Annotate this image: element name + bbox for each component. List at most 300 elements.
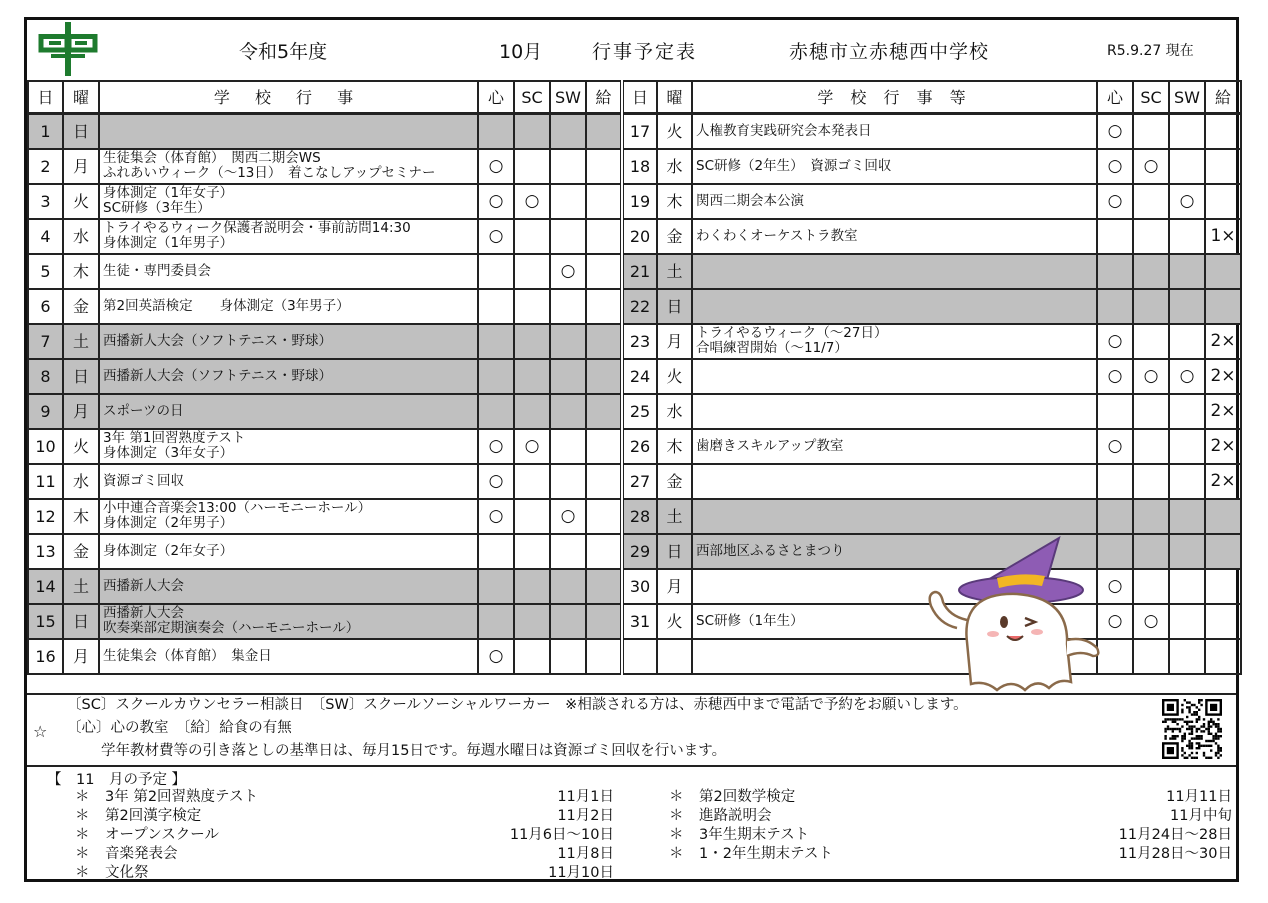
weekday-cell: 日 bbox=[657, 534, 692, 569]
event-text: 身体測定（2年男子） bbox=[103, 515, 234, 531]
kokoro-mark bbox=[478, 289, 514, 324]
november-event-date: 11月10日 bbox=[548, 865, 614, 881]
lunch-mark: 2× bbox=[1205, 359, 1241, 394]
table-row bbox=[28, 499, 1241, 534]
sw-mark bbox=[550, 114, 586, 149]
event-cell bbox=[99, 394, 478, 429]
sc-mark bbox=[514, 359, 550, 394]
event-cell bbox=[692, 149, 1097, 184]
weekday-cell: 金 bbox=[63, 534, 99, 569]
event-cell bbox=[99, 639, 478, 674]
sw-mark bbox=[1169, 149, 1205, 184]
sw-mark: ○ bbox=[550, 499, 586, 534]
sw-mark bbox=[1169, 219, 1205, 254]
lunch-mark bbox=[586, 184, 622, 219]
weekday-cell: 日 bbox=[63, 604, 99, 639]
event-text: ふれあいウィーク（～13日） 着こなしアップセミナー bbox=[103, 165, 436, 181]
event-text: わくわくオーケストラ教室 bbox=[696, 227, 858, 244]
event-text: 合唱練習開始（～11/7） bbox=[696, 340, 848, 356]
event-cell bbox=[692, 394, 1097, 429]
col-day: 日 bbox=[28, 81, 63, 114]
table-row bbox=[28, 219, 1241, 254]
november-event-date: 11月11日 bbox=[1166, 789, 1232, 805]
event-text: 西部地区ふるさとまつり bbox=[696, 542, 845, 559]
event-text: 西播新人大会 bbox=[103, 577, 184, 594]
table-row bbox=[28, 324, 1241, 359]
ghost-witch-hat-icon bbox=[909, 532, 1104, 702]
kokoro-mark: ○ bbox=[478, 184, 514, 219]
day-number: 7 bbox=[28, 324, 63, 359]
event-text: SC研修（2年生） 資源ゴミ回収 bbox=[696, 157, 892, 174]
weekday-cell: 月 bbox=[657, 324, 692, 359]
lunch-mark bbox=[586, 324, 622, 359]
table-row bbox=[28, 254, 1241, 289]
col-kokoro: 心 bbox=[478, 81, 514, 114]
weekday-cell: 水 bbox=[63, 464, 99, 499]
weekday-cell: 火 bbox=[63, 184, 99, 219]
sc-mark bbox=[1133, 464, 1169, 499]
event-cell bbox=[99, 464, 478, 499]
november-event-date: 11月28日～30日 bbox=[1118, 846, 1232, 862]
event-text: 生徒集会（体育館） 関西二期会WS bbox=[103, 150, 321, 166]
sc-mark bbox=[1133, 219, 1169, 254]
day-number: 24 bbox=[622, 359, 657, 394]
november-event bbox=[75, 826, 219, 845]
event-cell bbox=[692, 464, 1097, 499]
lunch-mark bbox=[586, 639, 622, 674]
weekday-cell: 金 bbox=[63, 289, 99, 324]
calendar-sheet bbox=[24, 17, 1239, 882]
event-cell bbox=[99, 254, 478, 289]
lunch-mark bbox=[586, 394, 622, 429]
kokoro-mark bbox=[1097, 464, 1133, 499]
col-weekday: 曜 bbox=[63, 81, 99, 114]
lunch-mark bbox=[586, 359, 622, 394]
notes-section bbox=[27, 693, 1236, 767]
lunch-mark bbox=[1205, 534, 1241, 569]
lunch-mark bbox=[586, 604, 622, 639]
sw-mark bbox=[1169, 394, 1205, 429]
table-row bbox=[28, 464, 1241, 499]
day-number: 6 bbox=[28, 289, 63, 324]
sc-mark: ○ bbox=[514, 429, 550, 464]
event-text: 身体測定（1年男子） bbox=[103, 235, 234, 251]
sw-mark bbox=[1169, 604, 1205, 639]
november-event-name: 文化祭 bbox=[105, 865, 149, 881]
lunch-mark bbox=[586, 289, 622, 324]
event-text: 西播新人大会（ソフトテニス・野球） bbox=[103, 367, 332, 384]
kokoro-mark: ○ bbox=[478, 499, 514, 534]
november-event-name: オープンスクール bbox=[105, 827, 219, 843]
sw-mark bbox=[1169, 534, 1205, 569]
sw-mark: ○ bbox=[1169, 359, 1205, 394]
sc-mark: ○ bbox=[1133, 604, 1169, 639]
november-event bbox=[669, 826, 809, 845]
day-number: 9 bbox=[28, 394, 63, 429]
as-of-date: R5.9.27 現在 bbox=[1107, 43, 1194, 59]
event-text: 第2回英語検定 身体測定（3年男子） bbox=[103, 297, 350, 314]
lunch-mark bbox=[1205, 184, 1241, 219]
lunch-mark bbox=[586, 254, 622, 289]
event-text: 3年 第1回習熟度テスト bbox=[103, 430, 246, 446]
sw-mark bbox=[1169, 254, 1205, 289]
sw-mark: ○ bbox=[550, 254, 586, 289]
november-event-date: 11月1日 bbox=[557, 789, 614, 805]
event-cell bbox=[99, 359, 478, 394]
day-number: 22 bbox=[622, 289, 657, 324]
day-number: 5 bbox=[28, 254, 63, 289]
kokoro-mark bbox=[1097, 289, 1133, 324]
sc-mark bbox=[514, 499, 550, 534]
kokoro-mark: ○ bbox=[478, 464, 514, 499]
kokoro-mark bbox=[478, 604, 514, 639]
sc-mark bbox=[514, 149, 550, 184]
col-lunch: 給 bbox=[586, 81, 622, 114]
lunch-mark bbox=[1205, 254, 1241, 289]
event-cell bbox=[692, 499, 1097, 534]
kokoro-mark: ○ bbox=[1097, 114, 1133, 149]
sw-mark: ○ bbox=[1169, 184, 1205, 219]
sw-mark bbox=[1169, 429, 1205, 464]
table-row bbox=[28, 359, 1241, 394]
weekday-cell: 木 bbox=[63, 499, 99, 534]
sc-mark: ○ bbox=[1133, 359, 1169, 394]
document-title: 行事予定表 bbox=[592, 40, 698, 63]
col-kokoro: 心 bbox=[1097, 81, 1133, 114]
lunch-mark: 2× bbox=[1205, 324, 1241, 359]
lunch-mark bbox=[1205, 604, 1241, 639]
sw-mark bbox=[1169, 464, 1205, 499]
bullet-icon: ＊ bbox=[669, 808, 684, 824]
event-text: SC研修（1年生） bbox=[696, 612, 804, 629]
kokoro-mark bbox=[478, 254, 514, 289]
weekday-cell: 土 bbox=[63, 569, 99, 604]
sc-mark bbox=[1133, 324, 1169, 359]
month-label: 10月 bbox=[499, 40, 543, 63]
sc-mark bbox=[514, 394, 550, 429]
day-number: 12 bbox=[28, 499, 63, 534]
lunch-mark: 2× bbox=[1205, 464, 1241, 499]
november-event bbox=[75, 807, 201, 826]
sw-mark bbox=[550, 464, 586, 499]
sc-mark bbox=[514, 569, 550, 604]
sw-mark bbox=[550, 429, 586, 464]
event-text: 生徒・専門委員会 bbox=[103, 262, 211, 279]
sw-mark bbox=[550, 324, 586, 359]
event-text: 歯磨きスキルアップ教室 bbox=[696, 437, 844, 454]
kokoro-mark bbox=[478, 359, 514, 394]
bullet-icon: ＊ bbox=[669, 789, 684, 805]
november-event bbox=[669, 788, 795, 807]
kokoro-mark: ○ bbox=[478, 219, 514, 254]
day-number: 25 bbox=[622, 394, 657, 429]
lunch-mark: 2× bbox=[1205, 394, 1241, 429]
november-title: 【 11 月の予定 】 bbox=[47, 772, 187, 788]
sw-mark bbox=[1169, 324, 1205, 359]
kokoro-mark: ○ bbox=[1097, 324, 1133, 359]
weekday-cell: 月 bbox=[63, 149, 99, 184]
day-number: 2 bbox=[28, 149, 63, 184]
weekday-cell bbox=[657, 639, 692, 674]
event-cell bbox=[99, 499, 478, 534]
sw-mark bbox=[550, 289, 586, 324]
event-text: 身体測定（3年女子） bbox=[103, 445, 234, 461]
event-text: 西播新人大会（ソフトテニス・野球） bbox=[103, 332, 332, 349]
weekday-cell: 日 bbox=[63, 359, 99, 394]
weekday-cell: 金 bbox=[657, 464, 692, 499]
weekday-cell: 土 bbox=[657, 254, 692, 289]
bullet-icon: ＊ bbox=[75, 846, 90, 862]
day-number: 30 bbox=[622, 569, 657, 604]
event-text: 生徒集会（体育館） 集金日 bbox=[103, 647, 272, 664]
november-event-name: 進路説明会 bbox=[699, 808, 772, 824]
weekday-cell: 水 bbox=[657, 394, 692, 429]
sc-mark bbox=[1133, 639, 1169, 674]
sc-mark bbox=[514, 114, 550, 149]
day-number: 17 bbox=[622, 114, 657, 149]
sw-mark bbox=[550, 184, 586, 219]
kokoro-mark bbox=[478, 324, 514, 359]
sw-mark bbox=[550, 394, 586, 429]
lunch-mark bbox=[586, 569, 622, 604]
kokoro-mark bbox=[478, 534, 514, 569]
november-event-date: 11月中旬 bbox=[1170, 808, 1232, 824]
event-text: スポーツの日 bbox=[103, 402, 184, 419]
november-event-name: 3年生期末テスト bbox=[699, 827, 810, 843]
sw-mark bbox=[1169, 289, 1205, 324]
event-text: 身体測定（1年女子） bbox=[103, 185, 234, 201]
weekday-cell: 火 bbox=[657, 604, 692, 639]
weekday-cell: 木 bbox=[657, 184, 692, 219]
day-number: 1 bbox=[28, 114, 63, 149]
event-text: 関西二期会本公演 bbox=[696, 192, 804, 209]
weekday-cell: 月 bbox=[657, 569, 692, 604]
col-sw: SW bbox=[1169, 81, 1205, 114]
weekday-cell: 土 bbox=[657, 499, 692, 534]
sw-mark bbox=[1169, 114, 1205, 149]
weekday-cell: 日 bbox=[63, 114, 99, 149]
event-cell bbox=[692, 429, 1097, 464]
lunch-mark bbox=[1205, 114, 1241, 149]
weekday-cell: 土 bbox=[63, 324, 99, 359]
col-day: 日 bbox=[622, 81, 657, 114]
kokoro-mark: ○ bbox=[478, 639, 514, 674]
lunch-mark bbox=[586, 149, 622, 184]
sc-mark bbox=[514, 639, 550, 674]
star-icon: ☆ bbox=[33, 722, 48, 741]
november-event-name: 音楽発表会 bbox=[105, 846, 178, 862]
bullet-icon: ＊ bbox=[75, 789, 90, 805]
sw-mark bbox=[550, 534, 586, 569]
november-event-date: 11月2日 bbox=[557, 808, 614, 824]
table-row bbox=[28, 289, 1241, 324]
event-cell bbox=[692, 359, 1097, 394]
event-text: トライやるウィーク保護者説明会・事前訪問14:30 bbox=[103, 220, 411, 236]
day-number: 15 bbox=[28, 604, 63, 639]
kokoro-mark: ○ bbox=[478, 149, 514, 184]
weekday-cell: 火 bbox=[63, 429, 99, 464]
day-number: 23 bbox=[622, 324, 657, 359]
event-cell bbox=[99, 604, 478, 639]
lunch-mark bbox=[1205, 569, 1241, 604]
lunch-mark bbox=[586, 464, 622, 499]
col-events: 学 校 行 事 bbox=[99, 81, 478, 114]
weekday-cell: 火 bbox=[657, 359, 692, 394]
event-text: 身体測定（2年女子） bbox=[103, 542, 234, 559]
kokoro-mark bbox=[478, 569, 514, 604]
event-cell bbox=[692, 254, 1097, 289]
bullet-icon: ＊ bbox=[75, 865, 90, 881]
day-number: 13 bbox=[28, 534, 63, 569]
sc-mark bbox=[1133, 289, 1169, 324]
bullet-icon: ＊ bbox=[669, 846, 684, 862]
event-cell bbox=[99, 534, 478, 569]
day-number: 10 bbox=[28, 429, 63, 464]
november-event-date: 11月8日 bbox=[557, 846, 614, 862]
kokoro-mark: ○ bbox=[1097, 184, 1133, 219]
sw-mark bbox=[1169, 639, 1205, 674]
weekday-cell: 水 bbox=[63, 219, 99, 254]
lunch-mark bbox=[586, 219, 622, 254]
november-event-name: 1・2年生期末テスト bbox=[699, 846, 833, 862]
day-number: 4 bbox=[28, 219, 63, 254]
col-sc: SC bbox=[514, 81, 550, 114]
lunch-mark bbox=[1205, 639, 1241, 674]
sw-mark bbox=[550, 359, 586, 394]
col-sc: SC bbox=[1133, 81, 1169, 114]
kokoro-mark: ○ bbox=[1097, 429, 1133, 464]
col-weekday: 曜 bbox=[657, 81, 692, 114]
event-text: 吹奏楽部定期演奏会（ハーモニーホール） bbox=[103, 620, 360, 636]
kokoro-mark bbox=[1097, 254, 1133, 289]
sc-mark bbox=[1133, 534, 1169, 569]
qr-code-icon bbox=[1162, 699, 1222, 759]
sc-mark bbox=[514, 464, 550, 499]
school-name: 赤穂市立赤穂西中学校 bbox=[789, 40, 990, 63]
day-number: 16 bbox=[28, 639, 63, 674]
november-event-name: 第2回数学検定 bbox=[699, 789, 796, 805]
sw-mark bbox=[550, 569, 586, 604]
event-text: トライやるウィーク（～27日） bbox=[696, 325, 888, 341]
weekday-cell: 月 bbox=[63, 394, 99, 429]
kokoro-mark bbox=[1097, 219, 1133, 254]
table-row bbox=[28, 149, 1241, 184]
bullet-icon: ＊ bbox=[75, 808, 90, 824]
event-text: 資源ゴミ回収 bbox=[103, 472, 184, 489]
sw-mark bbox=[1169, 569, 1205, 604]
sc-mark bbox=[514, 324, 550, 359]
day-number: 28 bbox=[622, 499, 657, 534]
kokoro-mark bbox=[1097, 394, 1133, 429]
sc-mark bbox=[514, 604, 550, 639]
sc-mark bbox=[1133, 114, 1169, 149]
notes-line-legend: 〔心〕心の教室 〔給〕給食の有無 bbox=[67, 720, 292, 736]
day-number: 26 bbox=[622, 429, 657, 464]
event-text: 人権教育実践研究会本発表日 bbox=[696, 122, 872, 139]
sc-mark bbox=[514, 254, 550, 289]
sw-mark bbox=[550, 149, 586, 184]
col-lunch: 給 bbox=[1205, 81, 1241, 114]
table-row bbox=[28, 429, 1241, 464]
event-cell bbox=[99, 569, 478, 604]
event-cell bbox=[99, 149, 478, 184]
lunch-mark bbox=[586, 534, 622, 569]
sc-mark bbox=[514, 289, 550, 324]
day-number: 11 bbox=[28, 464, 63, 499]
lunch-mark: 2× bbox=[1205, 429, 1241, 464]
event-cell bbox=[99, 114, 478, 149]
col-sw: SW bbox=[550, 81, 586, 114]
event-cell bbox=[692, 324, 1097, 359]
november-event-date: 11月6日～10日 bbox=[509, 827, 614, 843]
event-cell bbox=[692, 219, 1097, 254]
kokoro-mark bbox=[478, 394, 514, 429]
kokoro-mark: ○ bbox=[1097, 359, 1133, 394]
sc-mark: ○ bbox=[1133, 149, 1169, 184]
lunch-mark bbox=[586, 114, 622, 149]
col-events: 学 校 行 事 等 bbox=[692, 81, 1097, 114]
lunch-mark bbox=[1205, 499, 1241, 534]
kokoro-mark: ○ bbox=[1097, 604, 1133, 639]
november-event bbox=[75, 845, 178, 864]
kokoro-mark: ○ bbox=[1097, 149, 1133, 184]
event-text: 小中連合音楽会13:00（ハーモニーホール） bbox=[103, 500, 372, 516]
event-cell bbox=[99, 184, 478, 219]
fiscal-year: 令和5年度 bbox=[239, 40, 328, 63]
event-cell bbox=[692, 114, 1097, 149]
sc-mark bbox=[514, 219, 550, 254]
weekday-cell: 水 bbox=[657, 149, 692, 184]
lunch-mark bbox=[1205, 149, 1241, 184]
november-event bbox=[669, 807, 772, 826]
day-number: 3 bbox=[28, 184, 63, 219]
sc-mark bbox=[1133, 499, 1169, 534]
november-event bbox=[669, 845, 833, 864]
november-event-date: 11月24日～28日 bbox=[1118, 827, 1232, 843]
lunch-mark bbox=[1205, 289, 1241, 324]
november-event bbox=[75, 788, 258, 807]
sc-mark bbox=[1133, 429, 1169, 464]
day-number: 21 bbox=[622, 254, 657, 289]
weekday-cell: 日 bbox=[657, 289, 692, 324]
event-cell bbox=[99, 289, 478, 324]
day-number: 31 bbox=[622, 604, 657, 639]
sw-mark bbox=[550, 639, 586, 674]
sw-mark bbox=[1169, 499, 1205, 534]
november-event-name: 第2回漢字検定 bbox=[105, 808, 202, 824]
weekday-cell: 火 bbox=[657, 114, 692, 149]
november-schedule bbox=[27, 765, 1236, 884]
weekday-cell: 金 bbox=[657, 219, 692, 254]
kokoro-mark bbox=[478, 114, 514, 149]
sc-mark: ○ bbox=[514, 184, 550, 219]
day-number: 20 bbox=[622, 219, 657, 254]
sc-mark bbox=[1133, 394, 1169, 429]
lunch-mark: 1× bbox=[1205, 219, 1241, 254]
lunch-mark bbox=[586, 499, 622, 534]
event-cell bbox=[692, 289, 1097, 324]
november-event bbox=[75, 864, 149, 883]
day-number bbox=[622, 639, 657, 674]
event-cell bbox=[692, 184, 1097, 219]
day-number: 14 bbox=[28, 569, 63, 604]
day-number: 18 bbox=[622, 149, 657, 184]
sw-mark bbox=[550, 219, 586, 254]
school-emblem-icon bbox=[37, 22, 101, 76]
sc-mark bbox=[514, 534, 550, 569]
lunch-mark bbox=[586, 429, 622, 464]
table-row bbox=[28, 184, 1241, 219]
